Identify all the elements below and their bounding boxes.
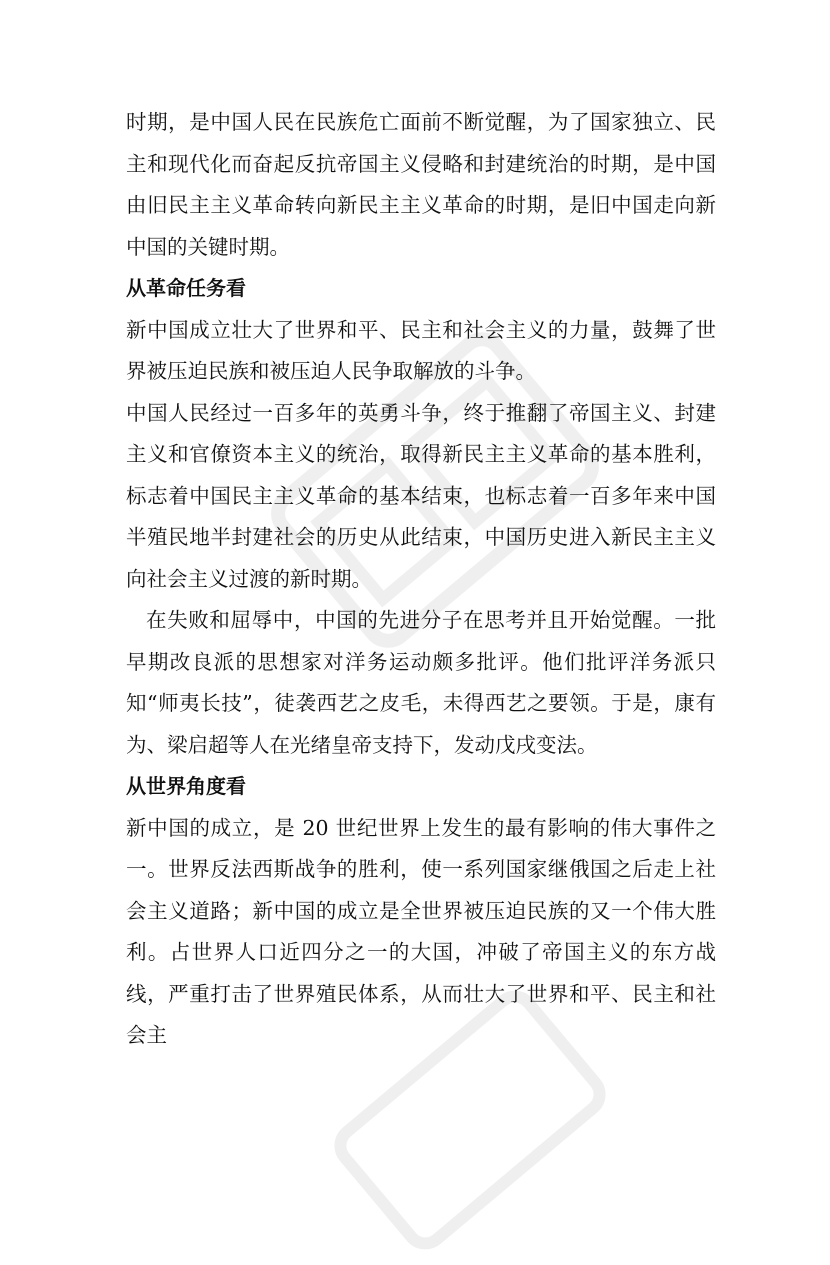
paragraph-reform-movement: 在失败和屈辱中，中国的先进分子在思考并且开始觉醒。一批早期改良派的思想家对洋务运动颇多批评。他们批评洋务派只知“师夷长技”，徒袭西艺之皮毛，未得西艺之要领。于是，康有为、梁启超等人在光绪皇帝支持下，发动戊戌变法。	[126, 608, 716, 757]
heading-world-perspective: 从世界角度看	[126, 774, 246, 798]
paragraph-chinese-people-struggle: 中国人民经过一百多年的英勇斗争，终于推翻了帝国主义、封建主义和官僚资本主义的统治，取得新民主主义革命的基本胜利，标志着中国民主主义革命的基本结束，也标志着一百多年来中国半殖民地半封建社会的历史从此结束，中国历史进入新民主主义向社会主义过渡的新时期。	[126, 400, 716, 591]
paragraph-intro: 时期，是中国人民在民族危亡面前不断觉醒，为了国家独立、民主和现代化而奋起反抗帝国主义侵略和封建统治的时期，是中国由旧民主主义革命转向新民主主义革命的时期，是旧中国走向新中国的关键时期。	[126, 110, 716, 259]
paragraph-world-significance: 新中国的成立，是 20 世纪世界上发生的最有影响的伟大事件之一。世界反法西斯战争的胜利，使一系列国家继俄国之后走上社会主义道路；新中国的成立是全世界被压迫民族的又一个伟大胜利。占世界人口近四分之一的大国，冲破了帝国主义的东方战线，严重打击了世界殖民体系，从而壮大了世界和平、民主和社会主	[126, 815, 716, 1047]
paragraph-new-china-strength: 新中国成立壮大了世界和平、民主和社会主义的力量，鼓舞了世界被压迫民族和被压迫人民争取解放的斗争。	[126, 317, 716, 383]
heading-revolution-task: 从革命任务看	[126, 276, 246, 300]
document-body	[126, 102, 716, 1057]
